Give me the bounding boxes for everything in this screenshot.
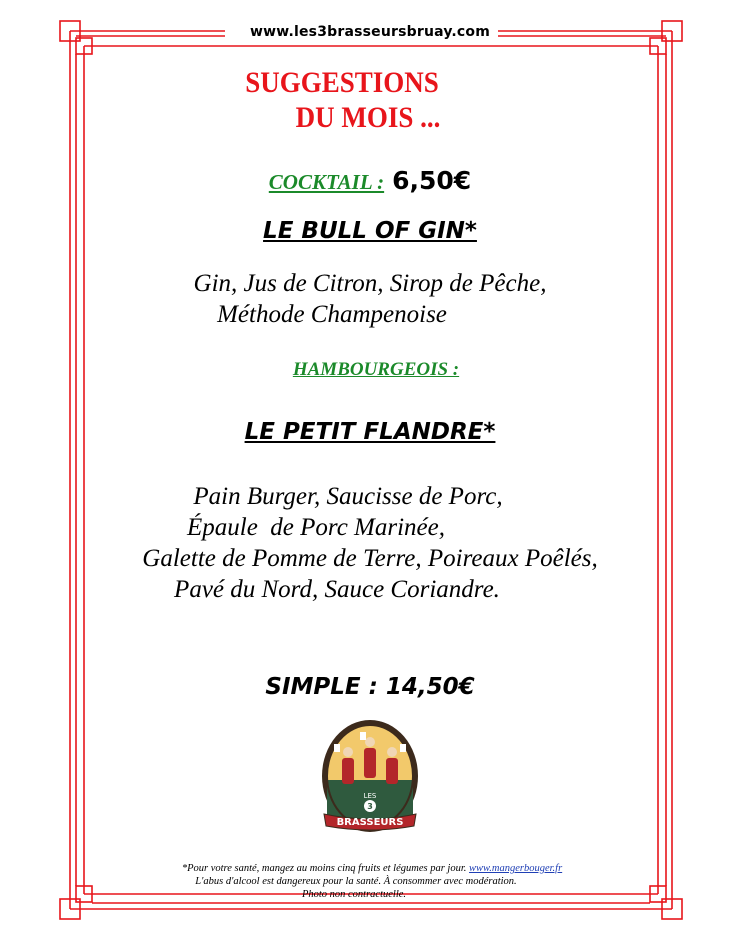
cocktail-label: COCKTAIL : [268,170,385,194]
website-url[interactable]: www.les3brasseursbruay.com [0,24,740,40]
footer-photo-notice: Photo non contractuelle. [301,889,407,900]
footer-health-notice [2,862,740,875]
footer-alcohol-notice: L'abus d'alcool est dangereux pour la santé. À consommer avec modération. [195,876,517,887]
page-title-line2: DU MOIS ... [295,101,441,134]
cocktail-price: 6,50€ [392,166,472,195]
burger-description-line2: Épaule de Porc Marinée, [186,514,446,541]
logo-banner-text: BRASSEURS [336,817,404,828]
cocktail-description-line1: Gin, Jus de Citron, Sirop de Pêche, [193,270,547,297]
cocktail-header [0,166,740,195]
burger-description-line3: Galette de Pomme de Terre, Poireaux Poêlés, [142,545,598,572]
logo-number-text: 3 [367,802,373,811]
burger-name: LE PETIT FLANDRE* [244,419,496,445]
hambourgeois-header [6,359,740,381]
cocktail-name: LE BULL OF GIN* [263,218,477,244]
footer-line1: *Pour votre santé, mangez au moins cinq fruits et légumes par jour. [181,863,467,874]
page-title-line1: SUGGESTIONS [245,66,439,99]
hambourgeois-label: HAMBOURGEOIS : [292,359,460,380]
cocktail-description-line2: Méthode Champenoise [217,301,447,328]
burger-description-line1: Pain Burger, Saucisse de Porc, [193,483,503,510]
burger-description-line4: Pavé du Nord, Sauce Coriandre. [174,576,500,603]
simple-price: SIMPLE : 14,50€ [265,674,475,700]
logo-les-text: LES [363,792,377,800]
les-3-brasseurs-logo [320,718,420,836]
mangerbouger-link[interactable]: www.mangerbouger.fr [469,863,563,874]
